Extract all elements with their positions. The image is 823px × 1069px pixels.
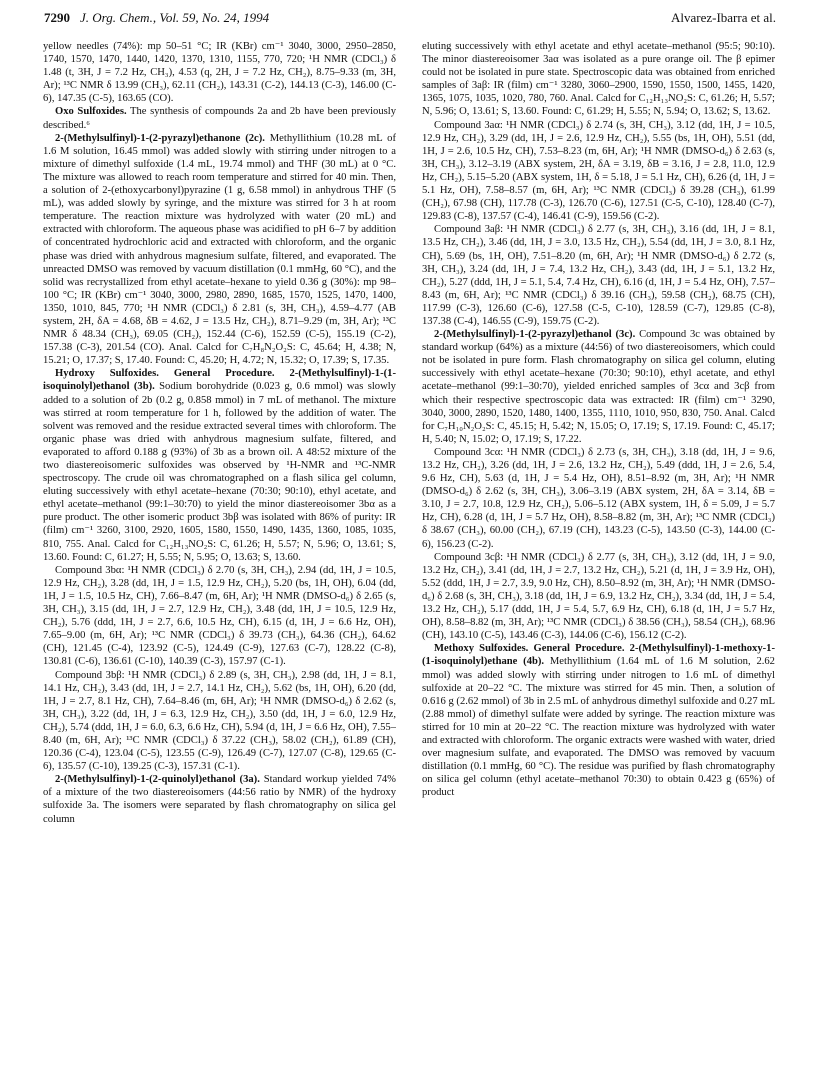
paragraph-text: Methyllithium (10.28 mL of 1.6 M solution, 16.45 mmol) was added slowly with stirring under nitrogen to a mixture of dimethyl sulfoxide (1.4 mL, 19.74 mmol) and THF (30 mL) at 0 °C. The mixture was allowed to reach room temperature and stirred for 40 min. Then, a solution of 2-(ethoxycarbonyl)pyrazine (1 g, 6.58 mmol) in anhydrous THF (5 mL), was added slowly by syringe, and the mixture was stirred for 3 h at room temperature. The reaction mixture was hydrolyzed with water (20 mL) and extracted with chloroform. The aqueous phase was acidified to pH 6–7 by addition of concentrated hydrochloric acid and extracted with chloroform, and the organic phase was dried with anhydrous magnesium sulfate, filtered, and evaporated. The unreacted DMSO was removed by vacuum distillation (0.1 mmHg, 60 °C), and the solid was recrystallized from ethyl acetate–hexane to yield 0.36 g (30%): mp 98–100 °C; IR (KBr) cm⁻¹ 3040, 3000, 2980, 2890, 1685, 1570, 1525, 1470, 1400, 1350, 1010, 845, 770; ¹H NMR (CDCl₃) δ 2.81 (s, 3H, CH₃), 4.59–4.77 (AB system, 2H, δA = 4.68, δB = 4.62, J = 13.5 Hz, CH₂), 8.71–9.29 (m, 3H, Ar); ¹³C NMR δ 48.34 (CH₃), 69.05 (CH₂), 152.44 (C-6), 152.59 (C-5), 155.19 (C-2), 157.38 (C-3), 201.54 (CO). Anal. Calcd for C₇H₈N₂O₂S: C, 45.64; H, 4.38; N, 15.21; O, 17.37; S, 17.40. Found: C, 45.20; H, 4.72; N, 15.32; O, 17.39; S, 17.35. [43, 132, 396, 367]
paragraph-text: Compound 3bβ: ¹H NMR (CDCl₃) δ 2.89 (s, 3H, CH₃), 2.98 (dd, 1H, J = 8.1, 14.1 Hz, CH₂), 3.43 (dd, 1H, J = 2.7, 14.1 Hz, CH₂), 5.62 (bs, 1H, OH), 6.20 (dd, 1H, J = 2.7, 8.1 Hz, CH), 7.64–8.46 (m, 6H, Ar); ¹H NMR (DMSO-d₆) δ 2.62 (s, 3H, CH₃), 3.22 (dd, 1H, J = 6.3, 12.9 Hz, CH₂), 3.50 (dd, 1H, J = 6.0, 12.9 Hz, CH₂), 5.74 (ddd, 1H, J = 6.0, 6.3, 6.6 Hz, CH), 5.94 (d, 1H, J = 6.6 Hz, OH), 7.55–8.40 (m, 6H, Ar); ¹³C NMR (CDCl₃) δ 37.22 (CH₃), 58.02 (CH₂), 61.89 (CH), 120.36 (C-4), 123.04 (C-5), 123.55 (C-9), 126.49 (C-7), 127.07 (C-8), 129.65 (C-6), 135.57 (C-10), 139.25 (C-3), 157.31 (C-1). [43, 669, 396, 773]
paragraph-text: Compound 3aα: ¹H NMR (CDCl₃) δ 2.74 (s, 3H, CH₃), 3.12 (dd, 1H, J = 10.5, 12.9 Hz, CH₂), 3.29 (dd, 1H, J = 2.6, 12.9 Hz, CH₂), 5.55 (bs, 1H, OH), 5.51 (dd, 1H, J = 2.6, 10.5 Hz, CH), 7.53–8.23 (m, 6H, Ar); ¹H NMR (DMSO-d₆) δ 2.63 (s, 3H, CH₃), 3.12–3.19 (ABX system, 2H, δA = 3.19, δB = 3.16, J = 2.8, 11.0, 12.9 Hz, CH₂), 5.15–5.20 (ABX system, 1H, δ = 5.18, J = 5.1 Hz, CH), 6.26 (d, 1H, J = 5.1 Hz, OH), 7.58–8.57 (m, 6H, Ar); ¹³C NMR (CDCl₃) δ 39.28 (CH₃), 61.99 (CH₂), 67.98 (CH), 117.78 (C-3), 126.70 (C-6), 127.51 (C-5, C-10), 128.40 (C-7), 129.83 (C-8), 137.57 (C-4), 146.41 (C-9), 159.56 (C-2). [422, 119, 775, 223]
paragraph-text: Compound 3cβ: ¹H NMR (CDCl₃) δ 2.77 (s, 3H, CH₃), 3.12 (dd, 1H, J = 9.0, 13.2 Hz, CH₂), 3.41 (dd, 1H, J = 2.7, 13.2 Hz, CH₂), 5.21 (d, 1H, J = 3.9 Hz, OH), 5.52 (ddd, 1H, J = 2.7, 3.9, 9.0 Hz, CH), 8.50–8.92 (m, 3H, Ar); ¹H NMR (DMSO-d₆) δ 2.68 (s, 3H, CH₃), 3.18 (dd, 1H, J = 6.9, 13.2 Hz, CH₂), 3.34 (dd, 1H, J = 5.4, 13.2 Hz, CH₂), 5.17 (ddd, 1H, J = 5.4, 5.7, 6.9 Hz, CH), 6.18 (d, 1H, J = 5.7 Hz, OH), 8.58–8.82 (m, 3H, Ar); ¹³C NMR (CDCl₃) δ 38.56 (CH₃), 58.54 (CH₂), 68.96 (CH), 143.10 (C-5), 143.46 (C-3), 144.06 (C-6), 156.12 (C-2). [422, 551, 775, 642]
paragraph [43, 564, 396, 669]
paragraph [43, 40, 396, 105]
paragraph [422, 40, 775, 119]
paragraph-text: Standard workup yielded 74% of a mixture of the two diastereoisomers (44:56 ratio by NMR) of the hydroxy sulfoxide 3a. The isomers were separated by flash chromatography on silica gel column [43, 774, 396, 825]
paragraph [43, 105, 396, 131]
paragraph [422, 551, 775, 643]
paragraph [422, 642, 775, 799]
paragraph-heading: Oxo Sulfoxides. [55, 106, 127, 118]
page-number: 7290 [44, 10, 70, 25]
paragraph-heading: 2-(Methylsulfinyl)-1-(2-pyrazyl)ethanone (2c). [55, 132, 265, 144]
paragraph-text: eluting successively with ethyl acetate and ethyl acetate–methanol (95:5; 90:10). The minor diastereoisomer 3aα was isolated as a pure orange oil. The β epimer could not be isolated in pure state. Spectroscopic data was obtained from enriched samples of 3aβ: IR (film) cm⁻¹ 3280, 3060–2900, 1590, 1550, 1500, 1455, 1420, 1365, 1075, 1035, 1020, 780, 760. Anal. Calcd for C₁₂H₁₃NO₂S: C, 61.26; H, 5.57; N, 5.96; O, 13.61; S, 13.60. Found: C, 61.29; H, 5.55; N, 5.94; O, 13.62; S, 13.62. [422, 41, 775, 118]
paragraph [43, 669, 396, 774]
paragraph-heading: Methoxy Sulfoxides. General Procedure. 2-(Methylsulfinyl)-1-methoxy-1-(1-isoquinolyl)ethane (4b). [422, 643, 775, 668]
paragraph [422, 119, 775, 224]
paragraph [422, 328, 775, 446]
paragraph-text: Compound 3aβ: ¹H NMR (CDCl₃) δ 2.77 (s, 3H, CH₃), 3.16 (dd, 1H, J = 8.1, 13.5 Hz, CH₂), 3.46 (dd, 1H, J = 3.0, 13.5 Hz, CH₂), 5.54 (dd, 1H, J = 3.0, 8.1 Hz, CH), 5.69 (bs, 1H, OH), 7.51–8.20 (m, 6H, Ar); ¹H NMR (DMSO-d₆) δ 2.72 (s, 3H, CH₃), 3.24 (dd, 1H, J = 7.4, 13.2 Hz, CH₂), 3.43 (dd, 1H, J = 5.1, 13.2 Hz, CH₂), 5.27 (ddd, 1H, J = 5.1, 5.4, 7.4 Hz, CH), 6.16 (d, 1H, J = 5.4 Hz, OH), 7.57–8.43 (m, 6H, Ar); ¹³C NMR (CDCl₃) δ 39.16 (CH₃), 59.58 (CH₂), 68.75 (CH), 117.99 (C-3), 126.60 (C-6), 127.58 (C-5, C-10), 128.59 (C-7), 129.85 (C-8), 137.38 (C-4), 146.55 (C-9), 159.75 (C-2). [422, 224, 775, 327]
paragraph-text: Methyllithium (1.64 mL of 1.6 M solution, 2.62 mmol) was added slowly with stirring under nitrogen to 1.6 mL of dimethyl sulfoxide at 20–22 °C. The mixture was stirred for 45 min. Then, a solution of 0.616 g (2.62 mmol) of 3b in 2.5 mL of anhydrous dimethyl sulfoxide and 0.27 mL (2.88 mmol) of dimethyl sulfate were added by syringe. The reaction mixture was stirred for 10 min at 20–22 °C. The reaction mixture was hydrolyzed with water and extracted with chloroform. The organic extracts were washed with water, dried over magnesium sulfate, and evaporated. The DMSO was removed by vacuum distillation (0.1 mmHg, 60 °C). The residue was purified by flash chromatography on silica gel column (ethyl acetate–methanol 70:30) to obtain 0.423 g (65%) of product [422, 656, 775, 799]
paragraph [43, 773, 396, 825]
running-header [44, 10, 776, 30]
paragraph-text: Compound 3cα: ¹H NMR (CDCl₃) δ 2.73 (s, 3H, CH₃), 3.18 (dd, 1H, J = 9.6, 13.2 Hz, CH₂), 3.26 (dd, 1H, J = 2.6, 13.2 Hz, CH₂), 5.49 (ddd, 1H, J = 2.6, 5.4, 9.6 Hz, CH), 5.63 (d, 1H, J = 5.4 Hz, OH), 8.51–8.92 (m, 3H, Ar); ¹H NMR (DMSO-d₆) δ 2.62 (s, 3H, CH₃), 3.06–3.19 (ABX system, 2H, δA = 3.14, δB = 3.10, J = 2.7, 10.8, 12.9 Hz, CH₂), 5.06–5.12 (ABX system, 1H, δ = 5.09, J = 5.7 Hz, CH), 6.28 (d, 1H, J = 5.7 Hz, OH), 8.58–8.82 (m, 3H, Ar); ¹³C NMR (CDCl₃) δ 38.67 (CH₃), 60.00 (CH₂), 67.19 (CH), 143.23 (C-5), 143.50 (C-3), 144.00 (C-6), 156.23 (C-2). [422, 446, 775, 550]
paragraph [422, 446, 775, 551]
running-authors: Alvarez-Ibarra et al. [670, 10, 776, 25]
paragraph-heading: 2-(Methylsulfinyl)-1-(2-pyrazyl)ethanol (3c). [434, 329, 636, 341]
paragraph-text: Compound 3bα: ¹H NMR (CDCl₃) δ 2.70 (s, 3H, CH₃), 2.94 (dd, 1H, J = 10.5, 12.9 Hz, CH₂), 3.28 (dd, 1H, J = 1.5, 12.9 Hz, CH₂), 5.20 (bs, 1H, OH), 6.04 (dd, 1H, J = 1.5, 10.5 Hz, CH), 7.66–8.47 (m, 6H, Ar); ¹H NMR (DMSO-d₆) δ 2.65 (s, 3H, CH₃), 3.15 (dd, 1H, J = 2.7, 12.9 Hz, CH₂), 3.48 (dd, 1H, J = 10.5, 12.9 Hz, CH₂), 5.76 (ddd, 1H, J = 2.7, 6.6, 10.5 Hz, CH), 6.15 (d, 1H, J = 6.6 Hz, OH), 7.65–9.00 (m, 6H, Ar); ¹³C NMR (CDCl₃) δ 39.73 (CH₃), 64.36 (CH₂), 64.62 (CH), 121.45 (C-4), 123.92 (C-5), 124.49 (C-9), 127.63 (C-7), 128.22 (C-8), 130.81 (C-6), 136.61 (C-10), 140.39 (C-3), 157.97 (C-1). [43, 564, 396, 668]
journal-citation: J. Org. Chem., Vol. 59, No. 24, 1994 [80, 10, 270, 25]
paragraph-heading: Hydroxy Sulfoxides. General Procedure. 2-(Methylsulfinyl)-1-(1-isoquinolyl)ethanol (3b). [43, 368, 396, 393]
paragraph-text: The synthesis of compounds 2a and 2b have been previously described.⁶ [43, 106, 396, 131]
paragraph [422, 223, 775, 328]
paragraph-text: yellow needles (74%): mp 50–51 °C; IR (KBr) cm⁻¹ 3040, 3000, 2950–2850, 1740, 1570, 1470, 1440, 1420, 1370, 1310, 1155, 770, 720; ¹H NMR (CDCl₃) δ 1.48 (t, 3H, J = 7.2 Hz, CH₃), 4.53 (q, 2H, J = 7.2 Hz, CH₂), 8.75–9.33 (m, 3H, Ar); ¹³C NMR δ 13.99 (CH₃), 62.11 (CH₂), 143.31 (C-2), 144.13 (C-3), 146.00 (C-6), 147.35 (C-5), 163.65 (CO). [43, 41, 396, 105]
paragraph [43, 132, 396, 368]
right-column [422, 40, 775, 1062]
paragraph-text: Sodium borohydride (0.023 g, 0.6 mmol) was slowly added to a solution of 2b (0.2 g, 0.858 mmol) in 7 mL of methanol. The mixture was stirred at room temperature for 1 h, followed by the addition of water. The solvent was removed and the residue extracted several times with chloroform. The organic phase was dried with anhydrous magnesium sulfate, filtered, and evaporated to afford 0.188 g (93%) of 3b as a brown oil. A 48:52 mixture of the two diastereoisomeric sulfoxides was observed by ¹H-NMR and ¹³C-NMR spectroscopy. The crude oil was chromatographed on a flash silica gel column, eluting successively with ethyl acetate–hexane (70:30; 90:10), ethyl acetate, and ethyl acetate–methanol (99:1–30:70) to yield the minor diastereoisomer 3bα as a pure product. The other isomeric product 3bβ was isolated with 86% of purity: IR (film) cm⁻¹ 3260, 3100, 2920, 1605, 1580, 1550, 1490, 1435, 1360, 1085, 1035, 810, 755. Anal. Calcd for C₁₂H₁₃NO₂S: C, 61.26; H, 5.57; N, 5.96; O, 13.61; S, 13.60. Found: C, 61.27; H, 5.55; N, 5.95; O, 13.63; S, 13.60. [43, 381, 396, 563]
paragraph [43, 367, 396, 563]
paragraph-heading: 2-(Methylsulfinyl)-1-(2-quinolyl)ethanol (3a). [55, 774, 260, 786]
paragraph-text: Compound 3c was obtained by standard workup (64%) as a mixture (44:56) of two diastereoisomers, which could not be isolated in pure form. Flash chromatography on silica gel column, eluting successively with ethyl acetate–hexane (70:30; 90:10), ethyl acetate, and ethyl acetate–methanol (99:1–30:70), yielded enriched samples of 3cα and 3cβ from which their respective spectroscopic data was extracted: IR (film) cm⁻¹ 3290, 3040, 3000, 2890, 1520, 1480, 1400, 1355, 1110, 1010, 950, 830, 750. Anal. Calcd for C₇H₁₀N₂O₂S: C, 45.15; H, 5.42; N, 15.05; O, 17.19; S, 17.19. Found: C, 45.17; H, 5.40; N, 15.02; O, 17.19; S, 17.22. [422, 329, 775, 445]
left-column [43, 40, 396, 1062]
